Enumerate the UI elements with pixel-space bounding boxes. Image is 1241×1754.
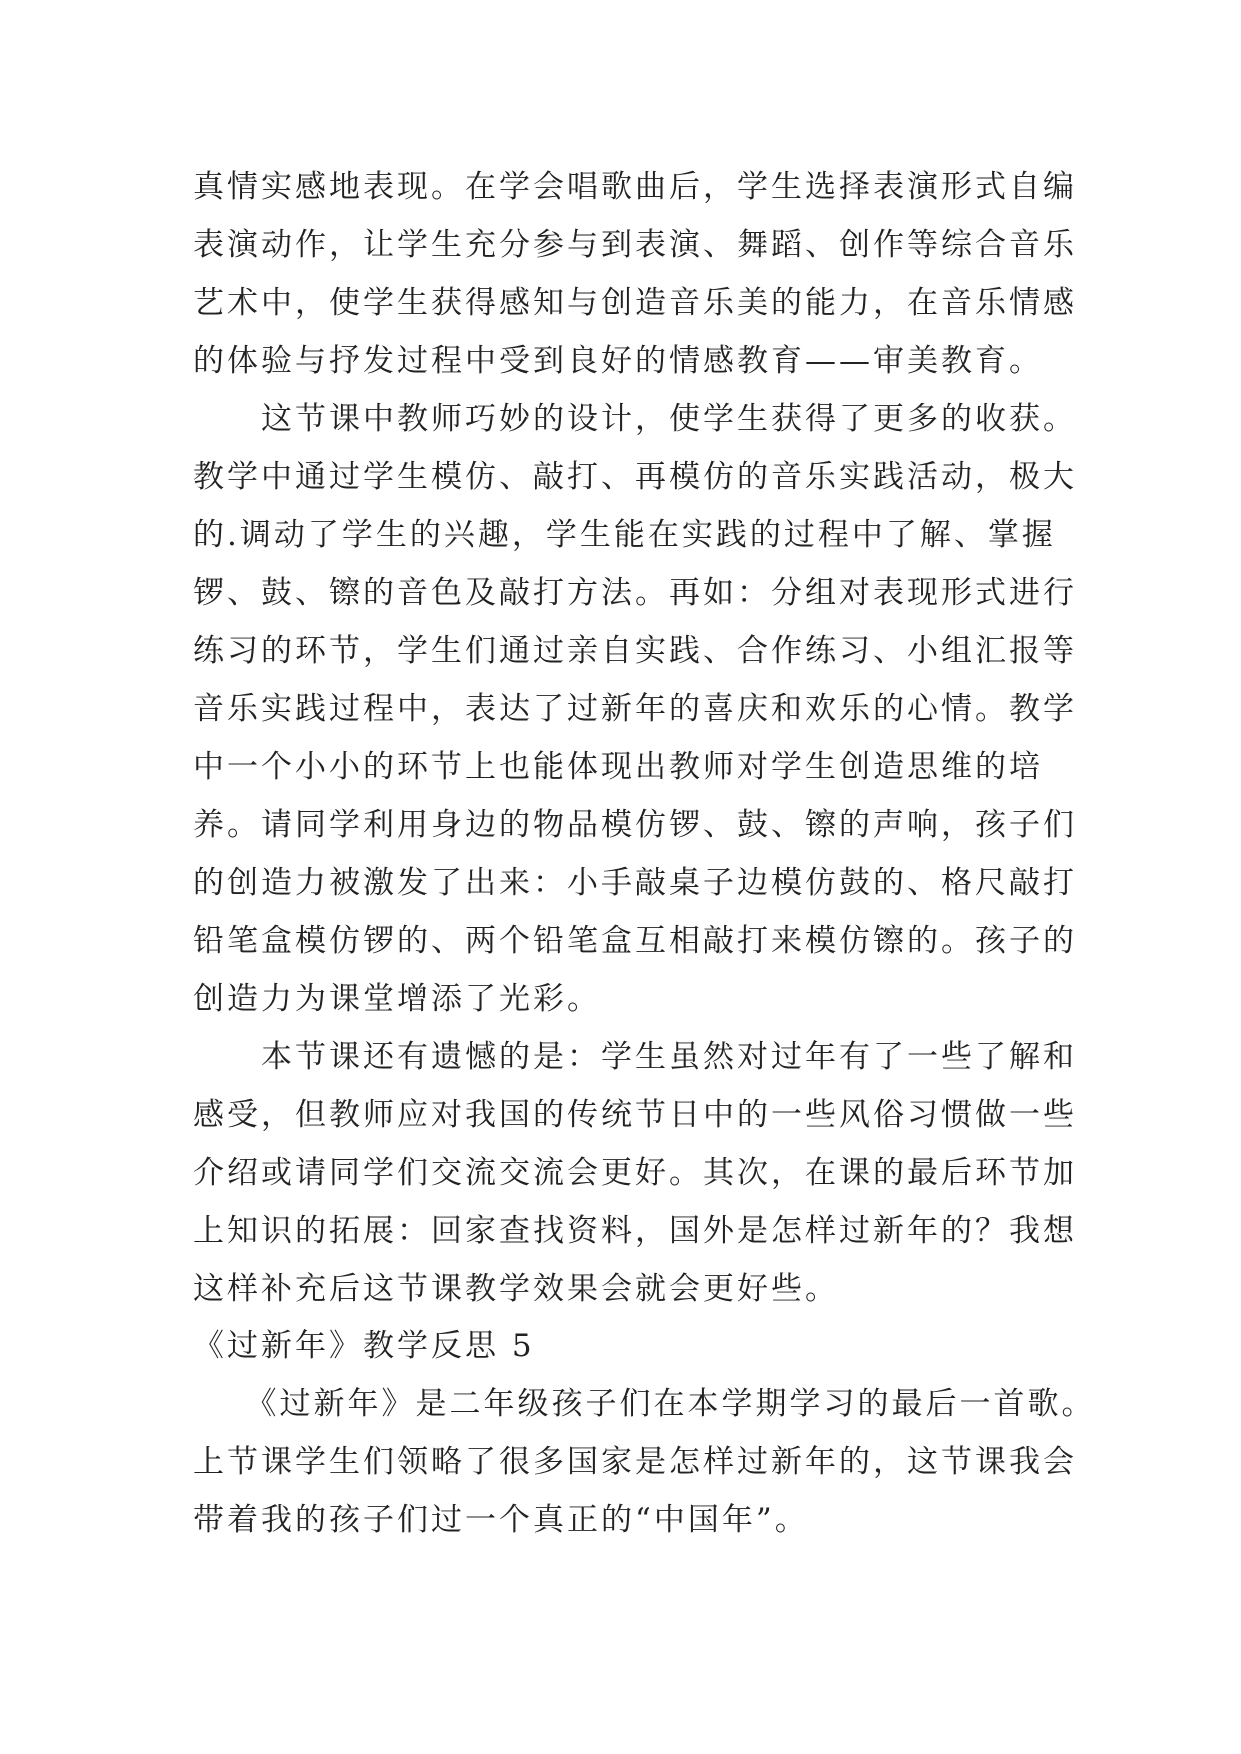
text-line: 的.调动了学生的兴趣，学生能在实践的过程中了解、掌握 [193, 517, 1056, 553]
text-line: 带着我的孩子们过一个真正的“中国年”。 [193, 1502, 809, 1538]
text-line: 本节课还有遗憾的是：学生虽然对过年有了一些了解和 [193, 1039, 1077, 1075]
text-line: 铅笔盒模仿锣的、两个铅笔盒互相敲打来模仿镲的。孩子的 [193, 923, 1077, 959]
text-line: 《过新年》是二年级孩子们在本学期学习的最后一首歌。 [193, 1386, 1096, 1422]
text-line: 教学中通过学生模仿、敲打、再模仿的音乐实践活动，极大 [193, 459, 1077, 495]
text-line: 表演动作，让学生充分参与到表演、舞蹈、创作等综合音乐 [193, 227, 1077, 263]
text-line: 练习的环节，学生们通过亲自实践、合作练习、小组汇报等 [193, 633, 1077, 669]
text-line: 介绍或请同学们交流交流会更好。其次，在课的最后环节加 [193, 1155, 1077, 1191]
text-line: 中一个小小的环节上也能体现出教师对学生创造思维的培 [193, 749, 1043, 785]
text-line: 这节课中教师巧妙的设计，使学生获得了更多的收获。 [193, 401, 1077, 437]
text-line: 锣、鼓、镲的音色及敲打方法。再如：分组对表现形式进行 [193, 575, 1077, 611]
text-line: 真情实感地表现。在学会唱歌曲后，学生选择表演形式自编 [193, 169, 1077, 205]
text-line: 创造力为课堂增添了光彩。 [193, 981, 601, 1017]
text-line: 感受，但教师应对我国的传统节日中的一些风俗习惯做一些 [193, 1097, 1077, 1133]
text-line: 的创造力被激发了出来：小手敲桌子边模仿鼓的、格尺敲打 [193, 865, 1077, 901]
text-line: 上节课学生们领略了很多国家是怎样过新年的，这节课我会 [193, 1444, 1077, 1480]
text-line: 养。请同学利用身边的物品模仿锣、鼓、镲的声响，孩子们 [193, 807, 1077, 843]
text-line: 上知识的拓展：回家查找资料，国外是怎样过新年的？我想 [193, 1213, 1077, 1249]
text-line: 音乐实践过程中，表达了过新年的喜庆和欢乐的心情。教学 [193, 691, 1077, 727]
text-line: 艺术中，使学生获得感知与创造音乐美的能力，在音乐情感 [193, 285, 1077, 321]
section-heading: 《过新年》教学反思 5 [193, 1328, 535, 1364]
text-line: 这样补充后这节课教学效果会就会更好些。 [193, 1271, 839, 1307]
text-line: 的体验与抒发过程中受到良好的情感教育——审美教育。 [193, 343, 1043, 379]
